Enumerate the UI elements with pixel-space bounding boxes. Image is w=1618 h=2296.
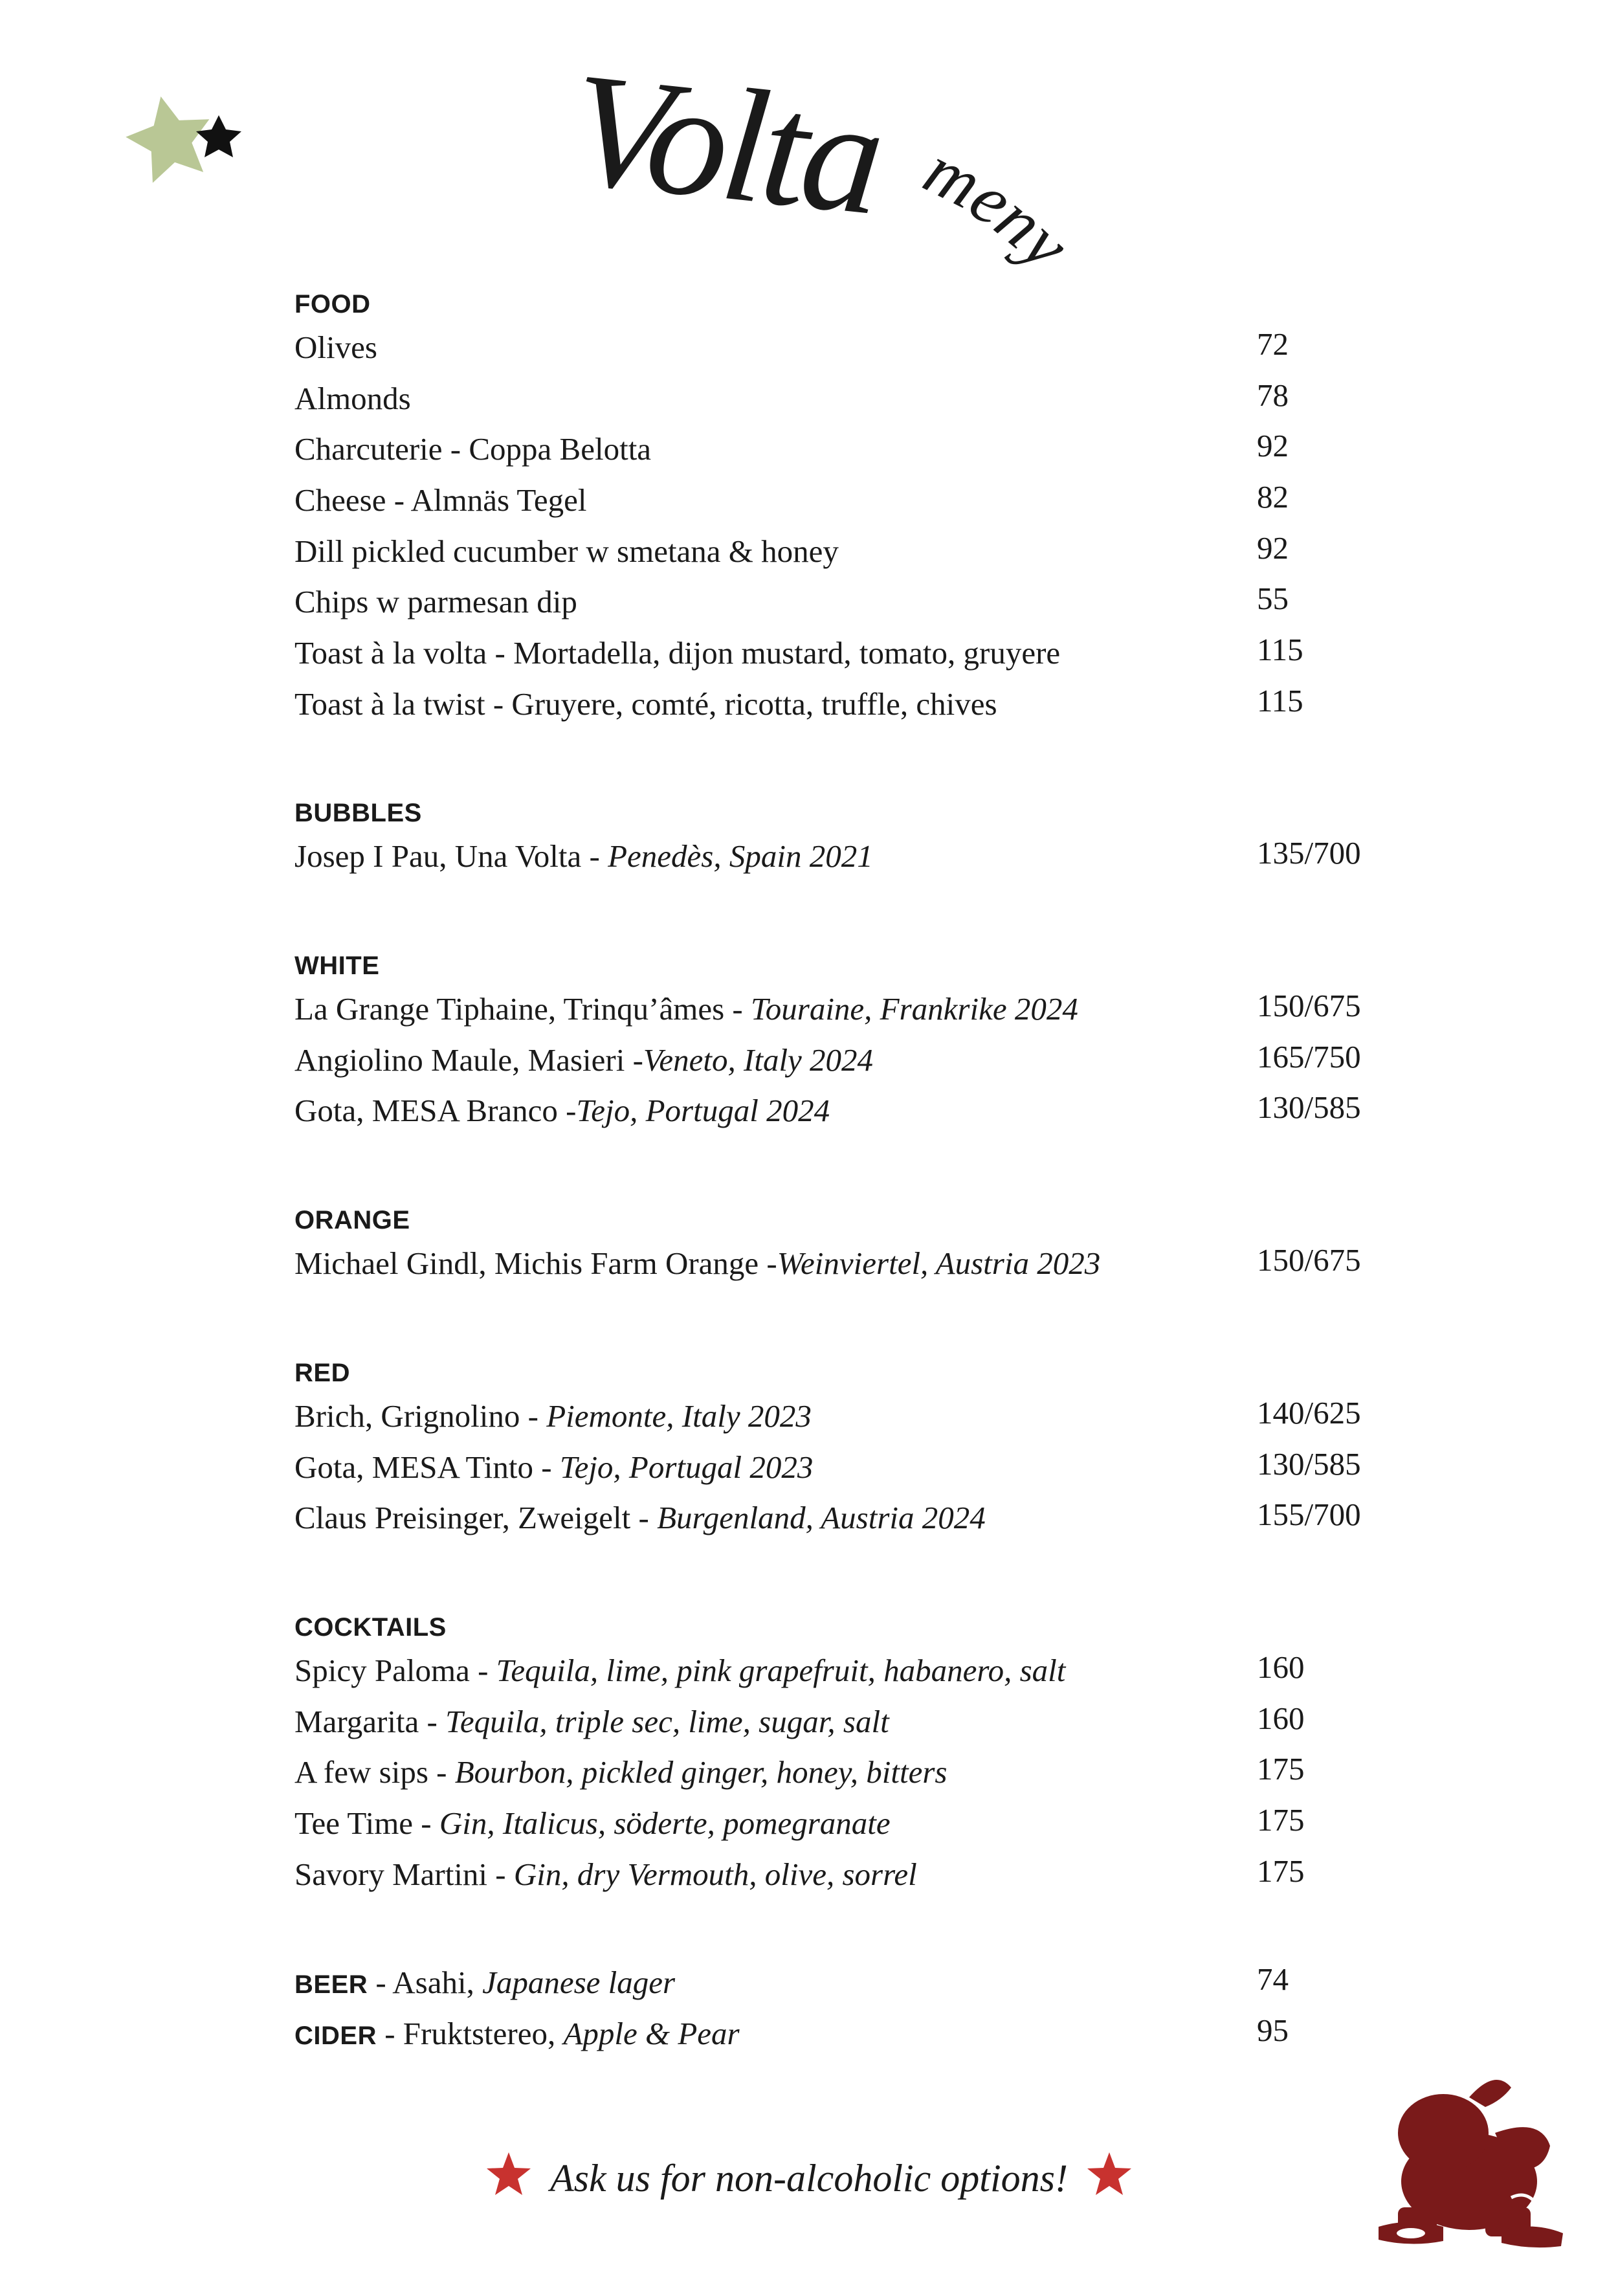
item-price: 115 <box>1257 632 1303 668</box>
menu-item <box>294 322 1408 373</box>
item-name: Dill pickled cucumber w smetana & honey <box>294 533 839 569</box>
item-name: Margarita - <box>294 1703 446 1739</box>
item-name: Brich, Grignolino - <box>294 1398 547 1434</box>
item-price: 175 <box>1257 1751 1305 1787</box>
item-name: A few sips - <box>294 1754 455 1790</box>
menu-item <box>294 628 1408 679</box>
item-name: Toast à la twist - Gruyere, comté, ricotta, truffle, chives <box>294 685 997 722</box>
item-price: 82 <box>1257 479 1289 515</box>
menu-item <box>294 1493 1408 1544</box>
menu-item <box>294 1645 1408 1697</box>
item-origin: Burgenland, Austria 2024 <box>657 1500 986 1536</box>
item-ingredients: Bourbon, pickled ginger, honey, bitters <box>454 1754 948 1790</box>
bubbles-heading: BUBBLES <box>294 799 422 827</box>
menu-item <box>294 1747 1408 1798</box>
item-origin: Piemonte, Italy 2023 <box>546 1398 812 1434</box>
item-name: Cheese - Almnäs Tegel <box>294 482 587 518</box>
menu-item <box>294 526 1408 577</box>
menu-item <box>294 1849 1408 1900</box>
item-name: Charcuterie - Coppa Belotta <box>294 431 652 467</box>
menu-item <box>294 1391 1408 1442</box>
red-star-icon <box>485 2151 532 2198</box>
item-price: 135/700 <box>1257 835 1361 871</box>
item-name: Spicy Paloma - <box>294 1653 496 1688</box>
bubbles-section <box>294 795 1408 882</box>
item-price: 175 <box>1257 1853 1305 1889</box>
orange-heading: ORANGE <box>294 1206 410 1234</box>
red-section <box>294 1355 1408 1544</box>
menu-item <box>294 1238 1408 1289</box>
item-origin: Touraine, Frankrike 2024 <box>751 991 1078 1027</box>
item-price: 55 <box>1257 581 1289 617</box>
item-price: 140/625 <box>1257 1395 1361 1431</box>
item-price: 150/675 <box>1257 1242 1361 1278</box>
cider-heading: CIDER <box>294 2021 377 2050</box>
item-ingredients: Gin, dry Vermouth, olive, sorrel <box>513 1856 917 1892</box>
item-origin: Tejo, Portugal 2023 <box>559 1449 814 1485</box>
item-name: Toast à la volta - Mortadella, dijon mustard, tomato, gruyere <box>294 635 1061 671</box>
item-price: 160 <box>1257 1649 1305 1685</box>
menu-item <box>294 373 1408 425</box>
menu-item <box>294 1086 1408 1137</box>
item-name: Almonds <box>294 380 411 416</box>
item-price: 130/585 <box>1257 1445 1361 1482</box>
item-name: Savory Martini - <box>294 1856 514 1892</box>
menu-item <box>294 1697 1408 1748</box>
item-origin: Tejo, Portugal 2024 <box>576 1093 830 1129</box>
item-style: Japanese lager <box>482 1965 676 2000</box>
item-name: - Asahi, <box>368 1965 483 2000</box>
menu-item <box>294 831 1408 882</box>
menu-item <box>294 1798 1408 1849</box>
orange-section <box>294 1202 1408 1289</box>
item-origin: Weinviertel, Austria 2023 <box>777 1245 1101 1281</box>
food-heading: FOOD <box>294 290 371 318</box>
item-name: Claus Preisinger, Zweigelt - <box>294 1500 658 1536</box>
cocktails-section <box>294 1609 1408 1900</box>
item-price: 150/675 <box>1257 988 1361 1023</box>
menu-item <box>294 475 1408 526</box>
item-price: 78 <box>1257 377 1289 413</box>
menu-item <box>294 577 1408 628</box>
item-price: 155/700 <box>1257 1497 1361 1533</box>
item-price: 95 <box>1257 2012 1289 2048</box>
menu-item <box>294 1035 1408 1086</box>
item-price: 74 <box>1257 1961 1289 1997</box>
item-name: - Fruktstereo, <box>376 2015 564 2051</box>
red-mascot-icon <box>1372 2071 1566 2253</box>
item-price: 115 <box>1257 682 1303 719</box>
decorative-stars <box>123 84 265 194</box>
beer-heading: BEER <box>294 1970 368 1999</box>
red-star-icon <box>1086 2151 1133 2198</box>
cocktails-heading: COCKTAILS <box>294 1613 447 1642</box>
logo-subtitle-text: meny <box>913 129 1085 284</box>
menu-item <box>294 679 1408 730</box>
item-origin: Veneto, Italy 2024 <box>643 1042 874 1078</box>
item-name: Chips w parmesan dip <box>294 584 577 620</box>
item-price: 175 <box>1257 1802 1305 1838</box>
item-name: Gota, MESA Branco - <box>294 1093 577 1129</box>
item-name: Olives <box>294 329 377 365</box>
item-price: 165/750 <box>1257 1038 1361 1075</box>
white-heading: WHITE <box>294 952 380 980</box>
menu-item <box>294 984 1408 1035</box>
cider-item <box>294 2009 1408 2060</box>
beer-cider-section <box>294 1957 1408 2059</box>
menu-item <box>294 1442 1408 1493</box>
item-name: Tee Time - <box>294 1805 439 1842</box>
item-origin: Penedès, Spain 2021 <box>608 838 873 874</box>
item-price: 130/585 <box>1257 1089 1361 1126</box>
item-price: 160 <box>1257 1700 1305 1736</box>
item-name: Gota, MESA Tinto - <box>294 1449 560 1485</box>
beer-item <box>294 1957 1408 2009</box>
item-price: 72 <box>1257 326 1289 362</box>
item-name: Angiolino Maule, Masieri - <box>294 1042 643 1078</box>
item-price: 92 <box>1257 428 1289 464</box>
menu-item <box>294 424 1408 475</box>
red-heading: RED <box>294 1359 350 1387</box>
item-ingredients: Tequila, triple sec, lime, sugar, salt <box>445 1703 889 1739</box>
white-section <box>294 948 1408 1137</box>
item-price: 92 <box>1257 529 1289 566</box>
footer-text: Ask us for non-alcoholic options! <box>550 2157 1068 2200</box>
item-name: Michael Gindl, Michis Farm Orange - <box>294 1245 777 1281</box>
item-ingredients: Tequila, lime, pink grapefruit, habanero, salt <box>496 1653 1066 1688</box>
logo-subtitle <box>913 129 1085 284</box>
food-section <box>294 286 1408 730</box>
logo-wordmark: Volta <box>563 39 887 249</box>
item-ingredients: Gin, Italicus, söderte, pomegranate <box>439 1805 891 1842</box>
item-name: Josep I Pau, Una Volta - <box>294 838 608 874</box>
item-name: La Grange Tiphaine, Trinqu’âmes - <box>294 991 751 1027</box>
item-style: Apple & Pear <box>563 2015 740 2051</box>
